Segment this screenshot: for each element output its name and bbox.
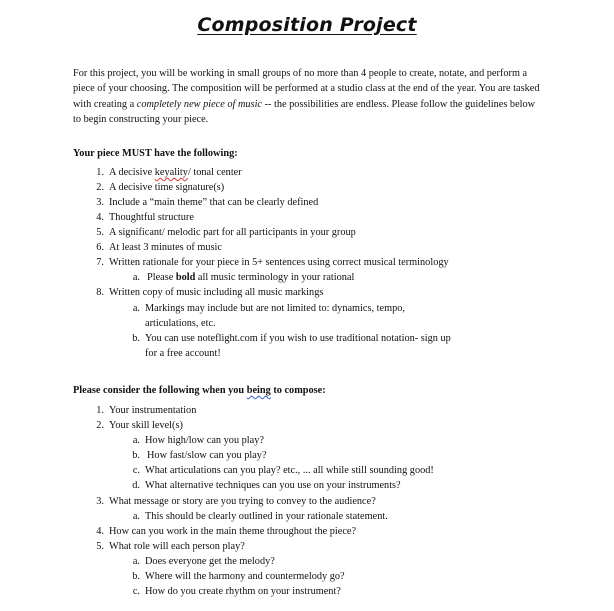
intro-text-2: -- the possibilities are endless. Please follow the guidelines below to begin constructing your piece. (73, 98, 536, 126)
list-text: Your skill level(s) (109, 420, 183, 431)
misspelled-word: keyality (154, 167, 188, 178)
list-letter: d. (132, 480, 140, 491)
intro-paragraph (73, 66, 543, 128)
list-text: How fast/slow can you play? (147, 450, 267, 461)
list-text-line2: for a free account! (145, 348, 221, 359)
list-letter: c. (132, 465, 140, 476)
list-number: 2. (96, 182, 104, 193)
section-heading-requirements: Your piece MUST have the following: (73, 148, 238, 159)
list-text: What message or story are you trying to convey to the audience? (109, 496, 376, 507)
list-number: 1. (96, 405, 104, 416)
list-text: Please bold all music terminology in your rational (147, 272, 355, 283)
list-text: A decisive time signature(s) (109, 182, 225, 193)
list-text-line1: You can use noteflight.com if you wish to use traditional notation- sign up (145, 333, 451, 344)
list-letter: c. (132, 586, 140, 597)
list-number: 5. (96, 541, 104, 552)
list-number: 4. (96, 212, 104, 223)
list-letter: b. (132, 571, 140, 582)
list-text: What alternative techniques can you use on your instruments? (145, 480, 401, 491)
list-number: 6. (96, 242, 104, 253)
section-heading-considerations: Please consider the following when you being to compose: (73, 385, 326, 396)
list-text: How do you create rhythm on your instrument? (145, 586, 341, 597)
list-text-line1: Markings may include but are not limited to: dynamics, tempo, (145, 303, 405, 314)
list-text: What role will each person play? (109, 541, 245, 552)
list-text: How high/low can you play? (145, 435, 264, 446)
list-text: At least 3 minutes of music (109, 242, 222, 253)
list-text: How can you work in the main theme throughout the piece? (109, 526, 357, 537)
list-text: Written rationale for your piece in 5+ sentences using correct musical terminology (109, 257, 449, 268)
list-letter: b. (132, 450, 140, 461)
list-text: Include a “main theme” that can be clearly defined (109, 197, 319, 208)
list-letter: b. (132, 333, 140, 344)
list-text: Where will the harmony and countermelody go? (145, 571, 345, 582)
list-text: Does everyone get the melody? (145, 556, 275, 567)
intro-emphasis: completely new piece of music (136, 98, 262, 110)
list-letter: a. (132, 272, 140, 283)
list-text: Your instrumentation (109, 405, 197, 416)
grammar-flag-word: being (246, 385, 271, 396)
list-number: 5. (96, 227, 104, 238)
list-number: 3. (96, 197, 104, 208)
list-text: Thoughtful structure (109, 212, 194, 223)
list-number: 7. (96, 257, 104, 268)
list-text: Written copy of music including all music markings (109, 287, 324, 298)
list-number: 2. (96, 420, 104, 431)
page-title: Composition Project (197, 14, 417, 36)
list-number: 3. (96, 496, 104, 507)
list-letter: a. (132, 303, 140, 314)
list-letter: a. (132, 511, 140, 522)
list-text: What articulations can you play? etc., ... all while still sounding good! (145, 465, 434, 476)
list-text-line2: articulations, etc. (145, 318, 216, 329)
list-text: A significant/ melodic part for all participants in your group (109, 227, 356, 238)
list-letter: a. (132, 435, 140, 446)
list-number: 1. (96, 167, 104, 178)
intro-text-1: For this project, you will be working in small groups of no more than 4 people to create, notate, and perform a piece of your choosing. The composition will be performed at a studio class at the end of the year. You are tasked with creating a (73, 68, 540, 110)
list-text: A decisive keyality/ tonal center (109, 167, 242, 178)
list-letter: a. (132, 556, 140, 567)
list-number: 8. (96, 287, 104, 298)
list-number: 4. (96, 526, 104, 537)
list-text: This should be clearly outlined in your rationale statement. (145, 511, 388, 522)
